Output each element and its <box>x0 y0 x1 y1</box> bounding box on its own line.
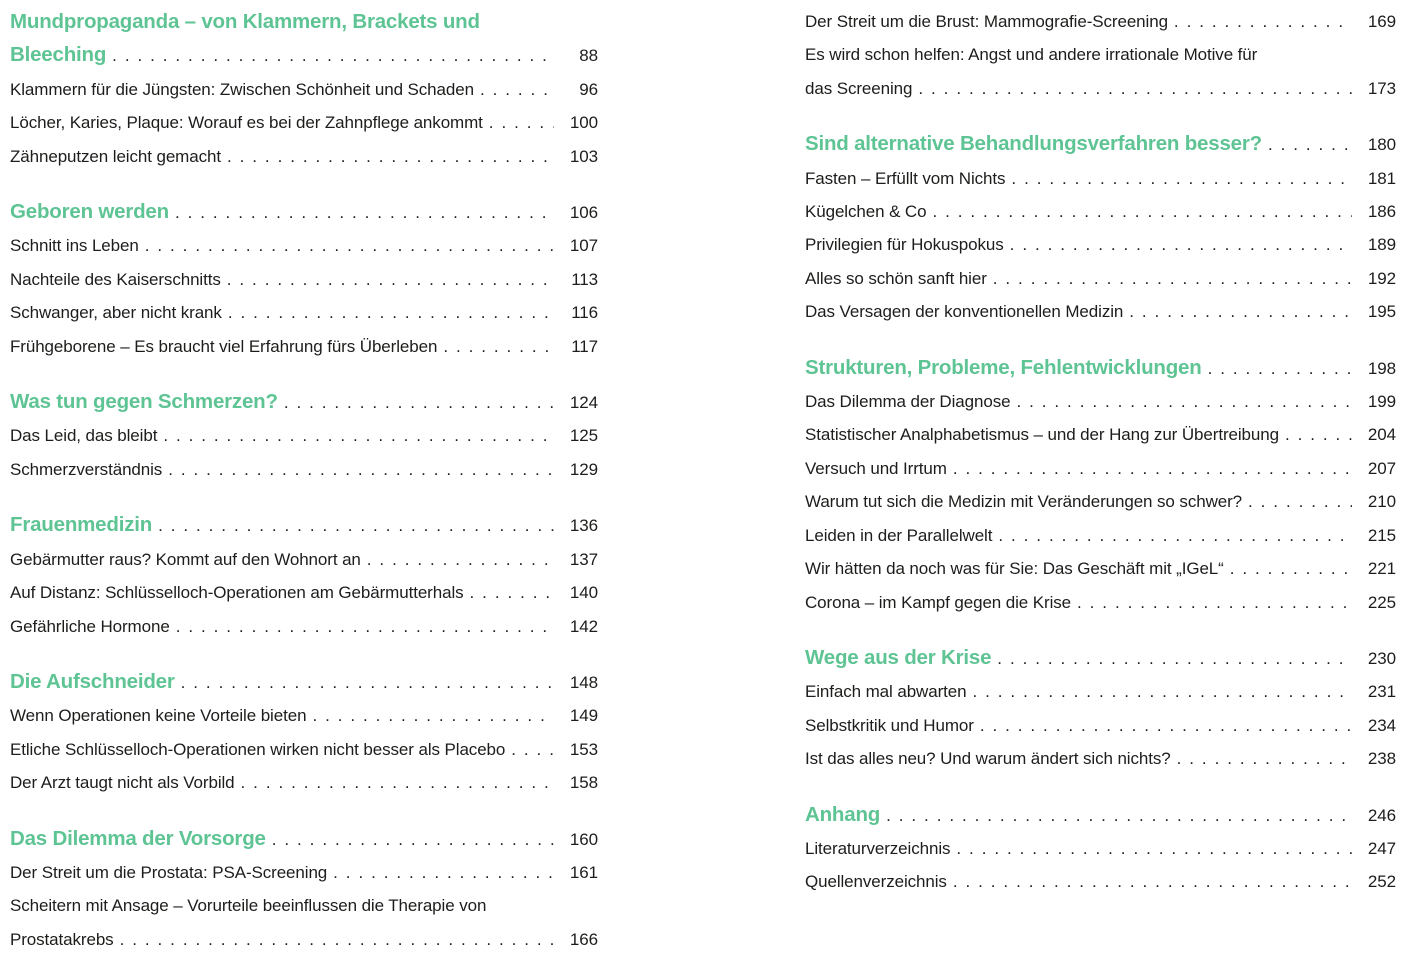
toc-entry <box>805 552 1396 585</box>
dot-leader <box>1268 128 1352 161</box>
toc-entry <box>10 140 598 173</box>
page-number: 153 <box>569 739 598 759</box>
toc-row <box>10 419 598 452</box>
toc-row <box>805 195 1396 228</box>
page-number: 173 <box>1367 78 1396 98</box>
toc-entry-title: Ist das alles neu? Und warum ändert sich nichts? <box>805 749 1171 769</box>
toc-heading-title: Was tun gegen Schmerzen? <box>10 390 278 414</box>
dot-leader <box>181 666 554 699</box>
page-number: 210 <box>1367 492 1396 512</box>
dot-leader <box>1129 295 1352 328</box>
toc-row <box>805 641 1396 675</box>
dot-leader <box>1285 418 1352 451</box>
toc-row <box>10 766 598 799</box>
toc-row <box>805 865 1396 898</box>
toc-entry <box>805 418 1396 451</box>
toc-entry <box>10 699 598 732</box>
toc-heading-title: Strukturen, Probleme, Fehlentwicklungen <box>805 355 1202 379</box>
dot-leader <box>1177 742 1352 775</box>
toc-entry-title: Selbstkritik und Humor <box>805 715 974 735</box>
toc-entry-title: Einfach mal abwarten <box>805 682 967 702</box>
dot-leader <box>333 856 554 889</box>
page-number: 103 <box>569 146 598 166</box>
toc-row <box>10 263 598 296</box>
toc-entry-title: Nachteile des Kaiserschnitts <box>10 269 221 289</box>
page-number: 140 <box>569 583 598 603</box>
dot-leader <box>227 263 554 296</box>
toc-heading <box>10 5 598 73</box>
toc-entry <box>10 296 598 329</box>
toc-entry-title: Wenn Operationen keine Vorteile bieten <box>10 706 307 726</box>
toc-entry-title: Schwanger, aber nicht krank <box>10 303 222 323</box>
dot-leader <box>175 196 554 229</box>
toc-heading <box>10 195 598 229</box>
toc-row <box>805 418 1396 451</box>
toc-row <box>10 385 598 419</box>
toc-entry-title: Schnitt ins Leben <box>10 236 139 256</box>
page-number: 207 <box>1367 458 1396 478</box>
toc-entry-title: Prostatakrebs <box>10 929 114 949</box>
toc-row <box>10 543 598 576</box>
toc-entry-title: Wir hätten da noch was für Sie: Das Geschäft mit „IGeL“ <box>805 559 1224 579</box>
toc-entry <box>805 228 1396 261</box>
toc-row <box>805 162 1396 195</box>
page-number: 238 <box>1367 749 1396 769</box>
toc-row <box>10 856 598 889</box>
toc-row <box>10 453 598 486</box>
toc-heading-title: Sind alternative Behandlungsverfahren besser? <box>805 132 1262 156</box>
dot-leader <box>112 39 554 72</box>
toc-heading-title: Geboren werden <box>10 200 169 224</box>
dot-leader <box>998 519 1352 552</box>
page-number: 189 <box>1367 235 1396 255</box>
toc-row <box>805 798 1396 832</box>
dot-leader <box>367 543 554 576</box>
toc-column-left <box>10 5 598 956</box>
dot-leader <box>1248 485 1352 518</box>
page-number: 142 <box>569 616 598 636</box>
dot-leader <box>953 452 1352 485</box>
page-number: 129 <box>569 459 598 479</box>
toc-entry <box>805 586 1396 619</box>
toc-heading <box>10 385 598 419</box>
page-number: 246 <box>1367 805 1396 825</box>
toc-entry-title: Quellenverzeichnis <box>805 872 947 892</box>
page-number: 100 <box>569 113 598 133</box>
toc-entry <box>10 856 598 889</box>
dot-leader <box>1010 228 1352 261</box>
page-number: 186 <box>1367 202 1396 222</box>
toc-heading <box>10 665 598 699</box>
toc-entry <box>805 452 1396 485</box>
page-number: 149 <box>569 706 598 726</box>
toc-entry-title: Auf Distanz: Schlüsselloch-Operationen am Gebärmutterhals <box>10 583 464 603</box>
toc-row <box>805 351 1396 385</box>
toc-entry-title: Das Leid, das bleibt <box>10 426 158 446</box>
toc-title-first-line: Es wird schon helfen: Angst und andere irrationale Motive für <box>805 45 1258 65</box>
toc-entry <box>10 889 598 956</box>
toc-entry <box>805 195 1396 228</box>
dot-leader <box>489 106 554 139</box>
toc-entry-title: Der Arzt taugt nicht als Vorbild <box>10 773 235 793</box>
toc-entry <box>805 865 1396 898</box>
toc-entry <box>805 519 1396 552</box>
toc-heading <box>805 127 1396 161</box>
toc-entry <box>10 330 598 363</box>
toc-row <box>10 106 598 139</box>
toc-heading <box>805 798 1396 832</box>
toc-title-first-line: Mundpropaganda – von Klammern, Brackets und <box>10 10 480 33</box>
page-number: 225 <box>1367 592 1396 612</box>
toc-entry <box>10 610 598 643</box>
toc-row <box>10 733 598 766</box>
dot-leader <box>932 195 1352 228</box>
toc-row <box>10 296 598 329</box>
toc-entry-title: Gebärmutter raus? Kommt auf den Wohnort an <box>10 549 361 569</box>
page-number: 117 <box>571 336 598 356</box>
dot-leader <box>443 330 554 363</box>
toc-entry <box>805 832 1396 865</box>
page-number: 234 <box>1367 715 1396 735</box>
dot-leader <box>228 296 554 329</box>
toc-row <box>805 72 1396 105</box>
dot-leader <box>997 642 1352 675</box>
toc-entry-title: Versuch und Irrtum <box>805 458 947 478</box>
dot-leader <box>1016 385 1352 418</box>
toc-entry <box>10 419 598 452</box>
page-number: 88 <box>579 46 598 66</box>
toc-row <box>10 229 598 262</box>
toc-row <box>10 140 598 173</box>
toc-entry <box>10 263 598 296</box>
toc-heading <box>10 508 598 542</box>
toc-entry <box>805 5 1396 38</box>
page-number: 124 <box>569 393 598 413</box>
toc-heading-title: Das Dilemma der Vorsorge <box>10 826 266 850</box>
dot-leader <box>1208 352 1352 385</box>
toc-row <box>805 709 1396 742</box>
page-number: 158 <box>569 773 598 793</box>
page-number: 169 <box>1367 12 1396 31</box>
page-number: 221 <box>1367 559 1396 579</box>
toc-heading-title: Wege aus der Krise <box>805 645 992 669</box>
toc-row <box>805 586 1396 619</box>
dot-leader <box>480 73 554 106</box>
toc-row <box>805 832 1396 865</box>
toc-entry <box>10 576 598 609</box>
toc-entry-title: Zähneputzen leicht gemacht <box>10 146 221 166</box>
toc-row <box>805 228 1396 261</box>
page-number: 107 <box>569 236 598 256</box>
toc-entry-title: das Screening <box>805 78 913 98</box>
toc-heading <box>805 351 1396 385</box>
dot-leader <box>168 453 554 486</box>
dot-leader <box>312 699 554 732</box>
toc-entry <box>10 73 598 106</box>
toc-entry <box>805 385 1396 418</box>
toc-entry <box>805 675 1396 708</box>
page-number: 161 <box>569 862 598 882</box>
page-number: 125 <box>569 426 598 446</box>
dot-leader <box>176 610 554 643</box>
page-number: 106 <box>569 203 598 223</box>
toc-row <box>10 822 598 856</box>
page-number: 136 <box>569 516 598 536</box>
page-number: 198 <box>1367 358 1396 378</box>
toc-row <box>805 127 1396 161</box>
dot-leader <box>227 140 554 173</box>
toc-entry-title: Etliche Schlüsselloch-Operationen wirken nicht besser als Placebo <box>10 739 506 759</box>
page-number: 204 <box>1367 425 1396 445</box>
toc-entry-title: Der Streit um die Brust: Mammografie-Screening <box>805 12 1168 31</box>
page-number: 199 <box>1367 392 1396 412</box>
dot-leader <box>972 675 1352 708</box>
dot-leader <box>511 733 554 766</box>
page-number: 116 <box>571 303 598 323</box>
toc-title-first-line: Scheitern mit Ansage – Vorurteile beeinflussen die Therapie von <box>10 896 487 916</box>
dot-leader <box>993 262 1352 295</box>
toc-entry <box>805 485 1396 518</box>
toc-entry <box>805 162 1396 195</box>
toc-row <box>805 452 1396 485</box>
toc-entry <box>805 709 1396 742</box>
page-number: 215 <box>1367 525 1396 545</box>
toc-entry <box>805 742 1396 775</box>
toc-row <box>10 195 598 229</box>
page-number: 166 <box>569 929 598 949</box>
page-number: 252 <box>1367 872 1396 892</box>
toc-entry-title: Gefährliche Hormone <box>10 616 170 636</box>
toc-row <box>805 675 1396 708</box>
page-number: 148 <box>569 672 598 692</box>
page-number: 230 <box>1367 648 1396 668</box>
toc-row <box>805 295 1396 328</box>
toc-entry <box>10 543 598 576</box>
toc-row <box>805 5 1396 38</box>
toc-entry <box>10 453 598 486</box>
page-number: 96 <box>579 79 598 99</box>
toc-row <box>805 519 1396 552</box>
toc-entry-title: Das Versagen der konventionellen Medizin <box>805 302 1124 322</box>
toc-row <box>10 73 598 106</box>
page-number: 181 <box>1367 168 1396 188</box>
page-number: 231 <box>1367 682 1396 702</box>
toc-entry-title: Fasten – Erfüllt vom Nichts <box>805 168 1006 188</box>
page-number: 137 <box>569 549 598 569</box>
toc-entry <box>10 733 598 766</box>
toc-row <box>10 330 598 363</box>
page-number: 247 <box>1367 838 1396 858</box>
toc-column-right <box>805 5 1396 956</box>
page-number: 192 <box>1367 268 1396 288</box>
toc-entry <box>10 106 598 139</box>
dot-leader <box>470 576 554 609</box>
toc-entry-title: Literaturverzeichnis <box>805 838 951 858</box>
toc-entry-title: Corona – im Kampf gegen die Krise <box>805 592 1072 612</box>
toc-entry-title: Privilegien für Hokuspokus <box>805 235 1004 255</box>
dot-leader <box>918 72 1352 105</box>
toc-entry-title: Frühgeborene – Es braucht viel Erfahrung fürs Überleben <box>10 336 438 356</box>
dot-leader <box>1174 5 1352 38</box>
toc-heading-title: Die Aufschneider <box>10 669 175 693</box>
toc-entry-title: Der Streit um die Prostata: PSA-Screening <box>10 862 328 882</box>
dot-leader <box>956 832 1352 865</box>
toc-heading <box>10 822 598 856</box>
dot-leader <box>163 419 554 452</box>
dot-leader <box>284 386 554 419</box>
dot-leader <box>145 229 554 262</box>
toc-row <box>10 665 598 699</box>
toc-entry-title: Statistischer Analphabetismus – und der Hang zur Übertreibung <box>805 425 1279 445</box>
toc-row <box>10 923 598 956</box>
toc-row <box>10 699 598 732</box>
page-number: 160 <box>569 829 598 849</box>
toc-heading-title: Frauenmedizin <box>10 513 153 537</box>
page-number: 180 <box>1367 135 1396 155</box>
toc-heading <box>805 641 1396 675</box>
dot-leader <box>1077 586 1352 619</box>
toc-entry-title: Kügelchen & Co <box>805 202 927 222</box>
dot-leader <box>980 709 1352 742</box>
toc-entry-title: Klammern für die Jüngsten: Zwischen Schönheit und Schaden <box>10 79 474 99</box>
toc-row <box>10 576 598 609</box>
dot-leader <box>953 865 1352 898</box>
toc-row <box>805 385 1396 418</box>
toc-entry <box>805 262 1396 295</box>
toc-entry <box>10 229 598 262</box>
toc-entry-title: Alles so schön sanft hier <box>805 268 987 288</box>
toc-row <box>805 552 1396 585</box>
page-number: 195 <box>1367 302 1396 322</box>
dot-leader <box>1230 552 1352 585</box>
page-number: 113 <box>571 269 598 289</box>
toc-row <box>10 610 598 643</box>
dot-leader <box>120 923 554 956</box>
toc-heading-title: Anhang <box>805 802 881 826</box>
dot-leader <box>1011 162 1352 195</box>
toc-entry-title: Das Dilemma der Diagnose <box>805 392 1011 412</box>
toc-entry <box>805 295 1396 328</box>
dot-leader <box>272 823 554 856</box>
toc-row <box>805 262 1396 295</box>
toc-entry-title: Schmerzverständnis <box>10 459 163 479</box>
toc-row <box>10 38 598 72</box>
toc-entry <box>805 38 1396 105</box>
dot-leader <box>241 766 554 799</box>
toc-row <box>805 485 1396 518</box>
toc-entry <box>10 766 598 799</box>
toc-entry-title: Löcher, Karies, Plaque: Worauf es bei der Zahnpflege ankommt <box>10 113 483 133</box>
toc-row <box>805 742 1396 775</box>
toc-entry-title: Warum tut sich die Medizin mit Veränderungen so schwer? <box>805 492 1243 512</box>
toc-row <box>10 508 598 542</box>
dot-leader <box>886 799 1352 832</box>
toc-entry-title: Leiden in der Parallelwelt <box>805 525 993 545</box>
toc-heading-title: Bleeching <box>10 43 107 67</box>
dot-leader <box>158 509 554 542</box>
